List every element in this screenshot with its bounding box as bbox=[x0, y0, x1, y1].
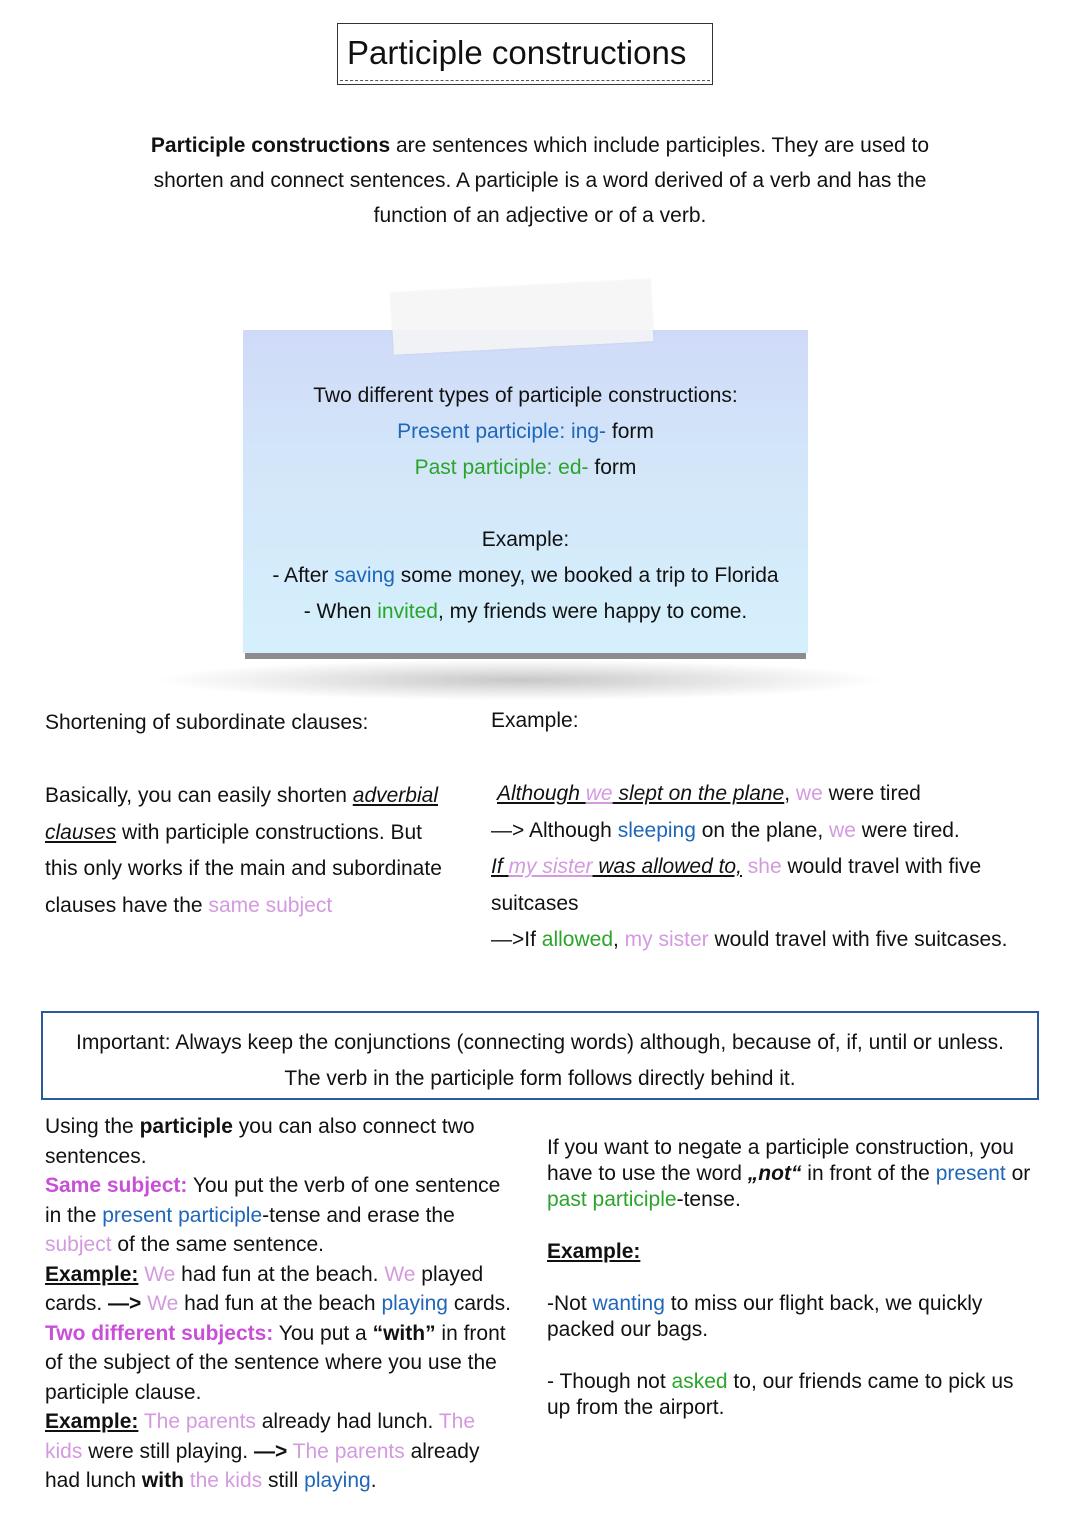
example-line-2: —> Although sleeping on the plane, we were tired. bbox=[491, 818, 960, 842]
intro-text: are sentences which include participles. They are used to shorten and connect sentences. A participle is a word derived of a verb and has the function of an adjective or of a verb. bbox=[153, 134, 930, 227]
shortening-paragraph: Basically, you can easily shorten adverbial clauses with participle constructions. But this only works if the main and subordinate clauses have the same subject bbox=[45, 784, 442, 917]
spacer bbox=[547, 1343, 1037, 1369]
note-spacer bbox=[243, 486, 808, 522]
example-line-1: Although we slept on the plane, we were tired bbox=[497, 782, 921, 805]
example-label: Example: bbox=[45, 1410, 139, 1433]
negate-example-1: -Not wanting to miss our flight back, we quickly packed our bags. bbox=[547, 1292, 983, 1341]
examples-label: Example: bbox=[491, 709, 579, 732]
past-participle-label: Past participle: ed- bbox=[414, 456, 589, 479]
two-subjects-example: Example: The parents already had lunch. The kids were still playing. —> The parents already had lunch with the kids still playing. bbox=[45, 1410, 480, 1492]
intro-paragraph bbox=[120, 128, 960, 233]
two-subjects-label: Two different subjects: bbox=[45, 1321, 274, 1345]
important-line-1: Important: Always keep the conjunctions (connecting words) although, because of, if, until or unless. bbox=[75, 1031, 1005, 1054]
sticky-note bbox=[243, 330, 808, 653]
example-label: Example: bbox=[45, 1262, 139, 1286]
negate-section bbox=[547, 1135, 1037, 1421]
shortening-heading: Shortening of subordinate clauses: bbox=[45, 711, 369, 734]
note-shadow bbox=[160, 660, 880, 700]
not-term: „not“ bbox=[747, 1162, 802, 1185]
intro-term: Participle constructions bbox=[150, 134, 391, 157]
note-past-line: Past participle: ed- form bbox=[414, 456, 637, 479]
example-line-4: —>If allowed, my sister would travel with five suitcases. bbox=[491, 928, 1008, 951]
note-example-label: Example: bbox=[481, 528, 570, 551]
negate-example-2: - Though not asked to, our friends came to pick us up from the airport. bbox=[547, 1370, 1014, 1419]
same-subject-example: Example: We had fun at the beach. We played cards. —> We had fun at the beach playing cards. bbox=[45, 1262, 512, 1315]
spacer bbox=[547, 1265, 1037, 1291]
connect-section bbox=[45, 1112, 515, 1496]
negate-example-label: Example: bbox=[547, 1240, 641, 1263]
adverbial-clauses-term: adverbial clauses bbox=[45, 784, 438, 844]
same-subject-label: Same subject: bbox=[45, 1174, 188, 1197]
shortening-examples bbox=[491, 703, 1051, 959]
spacer bbox=[491, 740, 1051, 777]
same-subject-term: same subject bbox=[208, 893, 333, 917]
note-example-2: - When invited, my friends were happy to come. bbox=[303, 600, 748, 623]
spacer bbox=[547, 1213, 1037, 1239]
present-participle-label: Present participle: ing- bbox=[397, 420, 607, 443]
negate-rule: If you want to negate a participle construction, you have to use the word „not“ in front of the present or past participle-tense. bbox=[547, 1136, 1031, 1211]
connect-intro: Using the participle you can also connect two sentences. bbox=[45, 1115, 475, 1168]
two-subjects-rule: Two different subjects: You put a “with” in front of the subject of the sentence where you use the participle clause. bbox=[45, 1321, 506, 1404]
same-subject-rule: Same subject: You put the verb of one sentence in the present participle-tense and erase the subject of the same sentence. bbox=[45, 1174, 501, 1256]
note-example-1: - After saving some money, we booked a trip to Florida bbox=[272, 564, 779, 587]
page-title: Participle constructions bbox=[337, 23, 713, 85]
example-line-3: If my sister was allowed to, she would travel with five suitcases bbox=[491, 855, 982, 915]
shortening-section bbox=[45, 705, 455, 924]
note-heading: Two different types of participle constructions: bbox=[313, 384, 738, 407]
note-present-line: Present participle: ing- form bbox=[397, 420, 654, 443]
spacer bbox=[45, 742, 455, 779]
important-line-2: The verb in the participle form follows directly behind it. bbox=[284, 1067, 796, 1090]
important-box bbox=[41, 1011, 1039, 1100]
